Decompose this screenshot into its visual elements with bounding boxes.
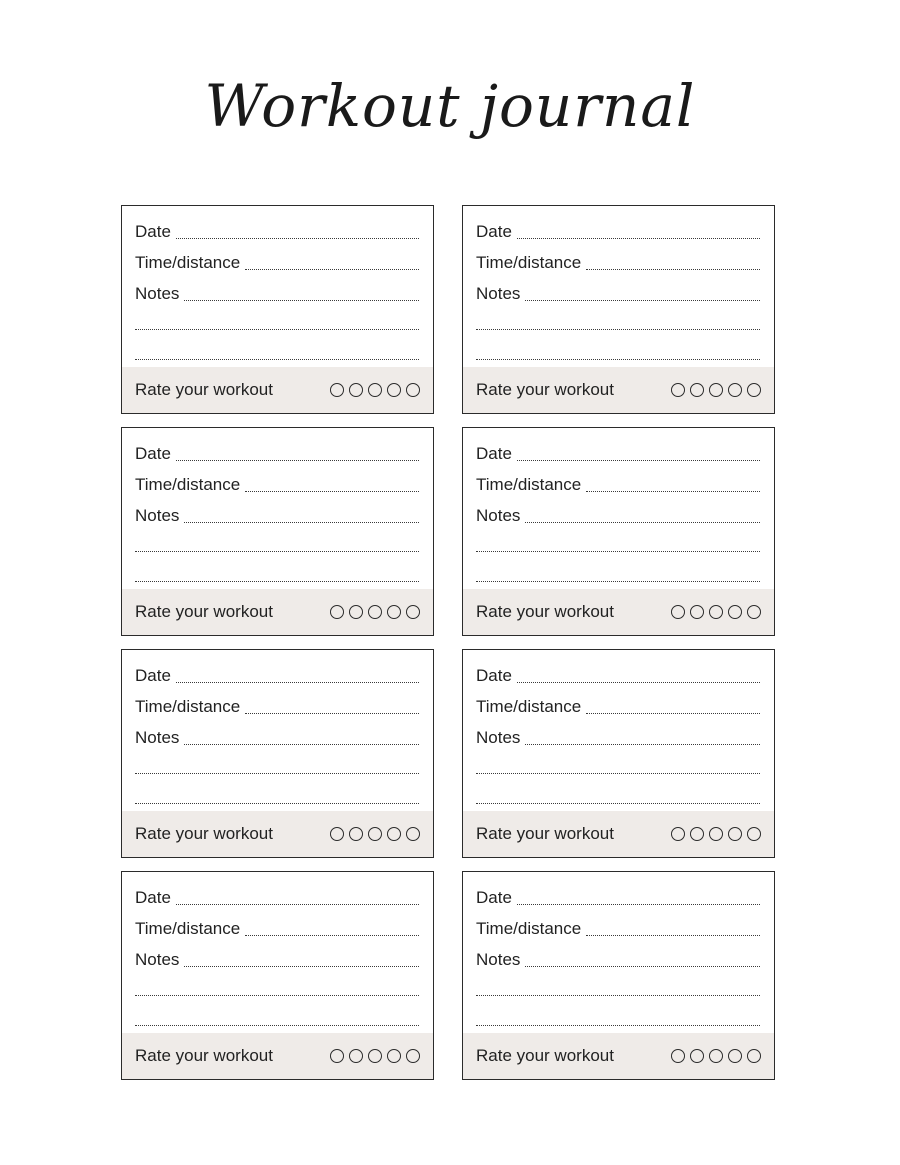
date-row (135, 220, 419, 242)
notes-line (476, 1007, 760, 1029)
rate-workout-band (122, 811, 433, 857)
rating-circle[interactable] (387, 827, 401, 841)
date-field[interactable] (176, 460, 419, 461)
time-distance-row (135, 251, 419, 273)
time-distance-row (135, 695, 419, 717)
notes-label: Notes (135, 950, 180, 969)
time-distance-label: Time/distance (135, 697, 241, 716)
rating-circles (325, 383, 420, 397)
time-distance-label: Time/distance (476, 475, 582, 494)
rating-circle[interactable] (406, 1049, 420, 1063)
notes-label: Notes (135, 728, 180, 747)
notes-line (135, 1007, 419, 1029)
time-distance-label: Time/distance (135, 475, 241, 494)
notes-extra-line-field[interactable] (476, 995, 760, 996)
date-row (476, 886, 760, 908)
rate-workout-label: Rate your workout (135, 824, 273, 843)
rating-circle[interactable] (387, 383, 401, 397)
rating-circle[interactable] (349, 827, 363, 841)
rate-workout-band (463, 1033, 774, 1079)
notes-field[interactable] (184, 744, 419, 745)
date-field[interactable] (176, 238, 419, 239)
notes-field[interactable] (525, 300, 760, 301)
rating-circle[interactable] (728, 383, 742, 397)
time-distance-label: Time/distance (135, 919, 241, 938)
date-label: Date (476, 222, 512, 241)
date-row (135, 664, 419, 686)
notes-field[interactable] (525, 522, 760, 523)
rating-circle[interactable] (690, 383, 704, 397)
notes-field[interactable] (525, 744, 760, 745)
rating-circle[interactable] (690, 1049, 704, 1063)
notes-line (476, 977, 760, 999)
rating-circle[interactable] (330, 383, 344, 397)
rating-circle[interactable] (671, 383, 685, 397)
date-label: Date (135, 444, 171, 463)
journal-entry-card (462, 649, 775, 858)
journal-entry-card (121, 871, 434, 1080)
rate-workout-band (463, 367, 774, 413)
notes-field[interactable] (525, 966, 760, 967)
time-distance-row (135, 917, 419, 939)
time-distance-field[interactable] (245, 491, 419, 492)
date-field[interactable] (517, 682, 760, 683)
time-distance-label: Time/distance (476, 697, 582, 716)
rating-circle[interactable] (330, 827, 344, 841)
time-distance-row (476, 251, 760, 273)
notes-extra-line-field[interactable] (135, 551, 419, 552)
notes-extra-line-field[interactable] (135, 329, 419, 330)
rate-workout-label: Rate your workout (135, 1046, 273, 1065)
date-field[interactable] (517, 238, 760, 239)
rate-workout-band (463, 811, 774, 857)
journal-entry-card (462, 205, 775, 414)
notes-line (476, 311, 760, 333)
notes-line (135, 785, 419, 807)
date-field[interactable] (176, 682, 419, 683)
notes-field[interactable] (184, 300, 419, 301)
rating-circle[interactable] (690, 605, 704, 619)
date-field[interactable] (176, 904, 419, 905)
rating-circle[interactable] (671, 605, 685, 619)
rating-circle[interactable] (747, 827, 761, 841)
date-row (476, 442, 760, 464)
rate-workout-band (463, 589, 774, 635)
notes-field[interactable] (184, 522, 419, 523)
rating-circle[interactable] (671, 1049, 685, 1063)
date-field[interactable] (517, 904, 760, 905)
rating-circles (325, 1049, 420, 1063)
time-distance-label: Time/distance (476, 253, 582, 272)
time-distance-row (476, 917, 760, 939)
notes-line (135, 311, 419, 333)
notes-extra-line-field[interactable] (135, 995, 419, 996)
rating-circle[interactable] (671, 827, 685, 841)
journal-entry-card (462, 427, 775, 636)
notes-label: Notes (135, 284, 180, 303)
notes-label: Notes (476, 284, 521, 303)
time-distance-row (135, 473, 419, 495)
notes-extra-line-field[interactable] (476, 581, 760, 582)
notes-line (135, 977, 419, 999)
rating-circle[interactable] (728, 1049, 742, 1063)
rating-circle[interactable] (330, 1049, 344, 1063)
journal-entry-card (462, 871, 775, 1080)
time-distance-field[interactable] (245, 269, 419, 270)
rating-circles (666, 1049, 761, 1063)
rating-circle[interactable] (368, 827, 382, 841)
rating-circle[interactable] (747, 383, 761, 397)
rating-circle[interactable] (747, 605, 761, 619)
time-distance-row (476, 473, 760, 495)
rating-circle[interactable] (330, 605, 344, 619)
notes-line (135, 533, 419, 555)
notes-line (476, 341, 760, 363)
rating-circle[interactable] (406, 605, 420, 619)
rate-workout-label: Rate your workout (476, 1046, 614, 1065)
time-distance-field[interactable] (586, 713, 760, 714)
notes-extra-line-field[interactable] (135, 1025, 419, 1026)
notes-extra-line-field[interactable] (476, 329, 760, 330)
notes-line (476, 755, 760, 777)
rating-circle[interactable] (709, 383, 723, 397)
notes-line (135, 341, 419, 363)
journal-entry-card (121, 649, 434, 858)
notes-label: Notes (476, 950, 521, 969)
notes-row (476, 282, 760, 304)
rating-circle[interactable] (387, 1049, 401, 1063)
notes-row (476, 726, 760, 748)
date-row (476, 220, 760, 242)
rate-workout-band (122, 1033, 433, 1079)
rating-circle[interactable] (709, 827, 723, 841)
rating-circle[interactable] (406, 827, 420, 841)
date-label: Date (476, 666, 512, 685)
date-label: Date (135, 888, 171, 907)
notes-row (135, 948, 419, 970)
notes-row (135, 282, 419, 304)
notes-label: Notes (476, 506, 521, 525)
rate-workout-label: Rate your workout (135, 602, 273, 621)
date-label: Date (135, 666, 171, 685)
notes-extra-line-field[interactable] (476, 359, 760, 360)
date-row (476, 664, 760, 686)
date-row (135, 886, 419, 908)
time-distance-field[interactable] (586, 935, 760, 936)
rating-circles (666, 827, 761, 841)
notes-extra-line-field[interactable] (476, 551, 760, 552)
notes-row (476, 504, 760, 526)
rating-circle[interactable] (368, 383, 382, 397)
rating-circle[interactable] (368, 605, 382, 619)
date-field[interactable] (517, 460, 760, 461)
rate-workout-label: Rate your workout (476, 824, 614, 843)
rating-circle[interactable] (368, 1049, 382, 1063)
rate-workout-band (122, 589, 433, 635)
time-distance-field[interactable] (586, 269, 760, 270)
rating-circle[interactable] (349, 383, 363, 397)
rating-circle[interactable] (349, 1049, 363, 1063)
notes-extra-line-field[interactable] (135, 773, 419, 774)
notes-extra-line-field[interactable] (476, 1025, 760, 1026)
rating-circle[interactable] (709, 1049, 723, 1063)
notes-extra-line-field[interactable] (476, 773, 760, 774)
notes-line (476, 563, 760, 585)
page-title: Workout journal (204, 72, 696, 140)
rating-circles (325, 605, 420, 619)
notes-row (135, 726, 419, 748)
notes-line (135, 755, 419, 777)
rating-circle[interactable] (690, 827, 704, 841)
date-label: Date (476, 888, 512, 907)
date-row (135, 442, 419, 464)
rating-circle[interactable] (728, 605, 742, 619)
journal-entry-card (121, 205, 434, 414)
notes-line (135, 563, 419, 585)
notes-field[interactable] (184, 966, 419, 967)
time-distance-label: Time/distance (135, 253, 241, 272)
notes-row (476, 948, 760, 970)
time-distance-field[interactable] (245, 713, 419, 714)
rating-circle[interactable] (406, 383, 420, 397)
rating-circle[interactable] (747, 1049, 761, 1063)
notes-label: Notes (476, 728, 521, 747)
notes-line (476, 533, 760, 555)
notes-label: Notes (135, 506, 180, 525)
rating-circle[interactable] (709, 605, 723, 619)
rating-circle[interactable] (728, 827, 742, 841)
notes-extra-line-field[interactable] (135, 581, 419, 582)
rate-workout-label: Rate your workout (135, 380, 273, 399)
notes-line (476, 785, 760, 807)
journal-entry-card (121, 427, 434, 636)
rating-circle[interactable] (387, 605, 401, 619)
rating-circles (666, 383, 761, 397)
rate-workout-label: Rate your workout (476, 380, 614, 399)
rate-workout-label: Rate your workout (476, 602, 614, 621)
time-distance-row (476, 695, 760, 717)
notes-extra-line-field[interactable] (135, 803, 419, 804)
date-label: Date (476, 444, 512, 463)
notes-extra-line-field[interactable] (476, 803, 760, 804)
rating-circles (325, 827, 420, 841)
date-label: Date (135, 222, 171, 241)
rating-circles (666, 605, 761, 619)
rate-workout-band (122, 367, 433, 413)
time-distance-field[interactable] (245, 935, 419, 936)
time-distance-label: Time/distance (476, 919, 582, 938)
time-distance-field[interactable] (586, 491, 760, 492)
notes-row (135, 504, 419, 526)
rating-circle[interactable] (349, 605, 363, 619)
notes-extra-line-field[interactable] (135, 359, 419, 360)
